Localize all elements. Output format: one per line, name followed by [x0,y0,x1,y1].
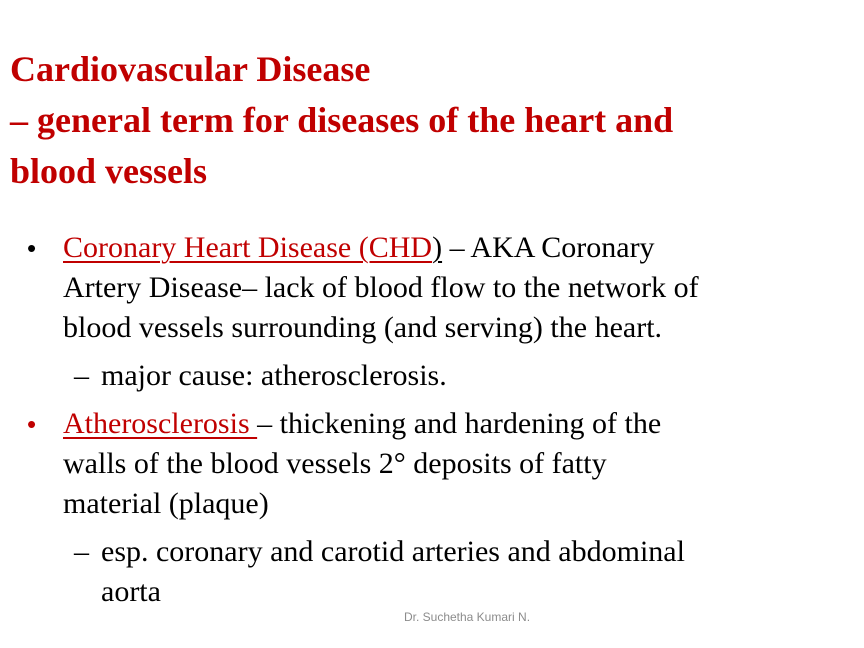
bullet-text: – thickening and hardening of the [257,407,662,440]
bullet-line [63,404,864,444]
term-link-chd[interactable]: Coronary Heart Disease (CHD [63,231,433,264]
sub-bullet-item [0,356,864,396]
title-line-3: blood vessels [10,151,208,191]
bullet-line: walls of the blood vessels 2° deposits of fatty [63,447,607,480]
sub-bullet-text: aorta [101,575,161,608]
title-line-1: Cardiovascular Disease [10,49,371,89]
term-suffix: ) [432,231,443,264]
footer-author: Dr. Suchetha Kumari N. [403,610,531,624]
bullet-dot-icon: • [27,233,37,263]
bullet-item-atherosclerosis [0,404,864,524]
slide-title [10,44,860,197]
dash-icon: – [74,535,89,568]
bullet-dot-icon: • [27,409,37,439]
bullet-line: material (plaque) [63,487,269,520]
sub-bullet-text: major cause: atherosclerosis. [101,359,447,392]
dash-icon: – [74,359,89,392]
bullet-item-chd [0,228,864,348]
bullet-line: blood vessels surrounding (and serving) the heart. [63,311,663,344]
term-link-atherosclerosis[interactable]: Atherosclerosis [63,407,258,440]
bullet-text: – AKA Coronary [442,231,655,264]
bullet-line: Artery Disease– lack of blood flow to the network of [63,271,699,304]
sub-bullet-text: esp. coronary and carotid arteries and abdominal [101,535,685,568]
bullet-line [63,228,864,268]
footer [0,610,864,624]
sub-bullet-item [0,532,864,612]
slide-body [0,228,864,620]
title-line-2: – general term for diseases of the heart and [10,100,674,140]
